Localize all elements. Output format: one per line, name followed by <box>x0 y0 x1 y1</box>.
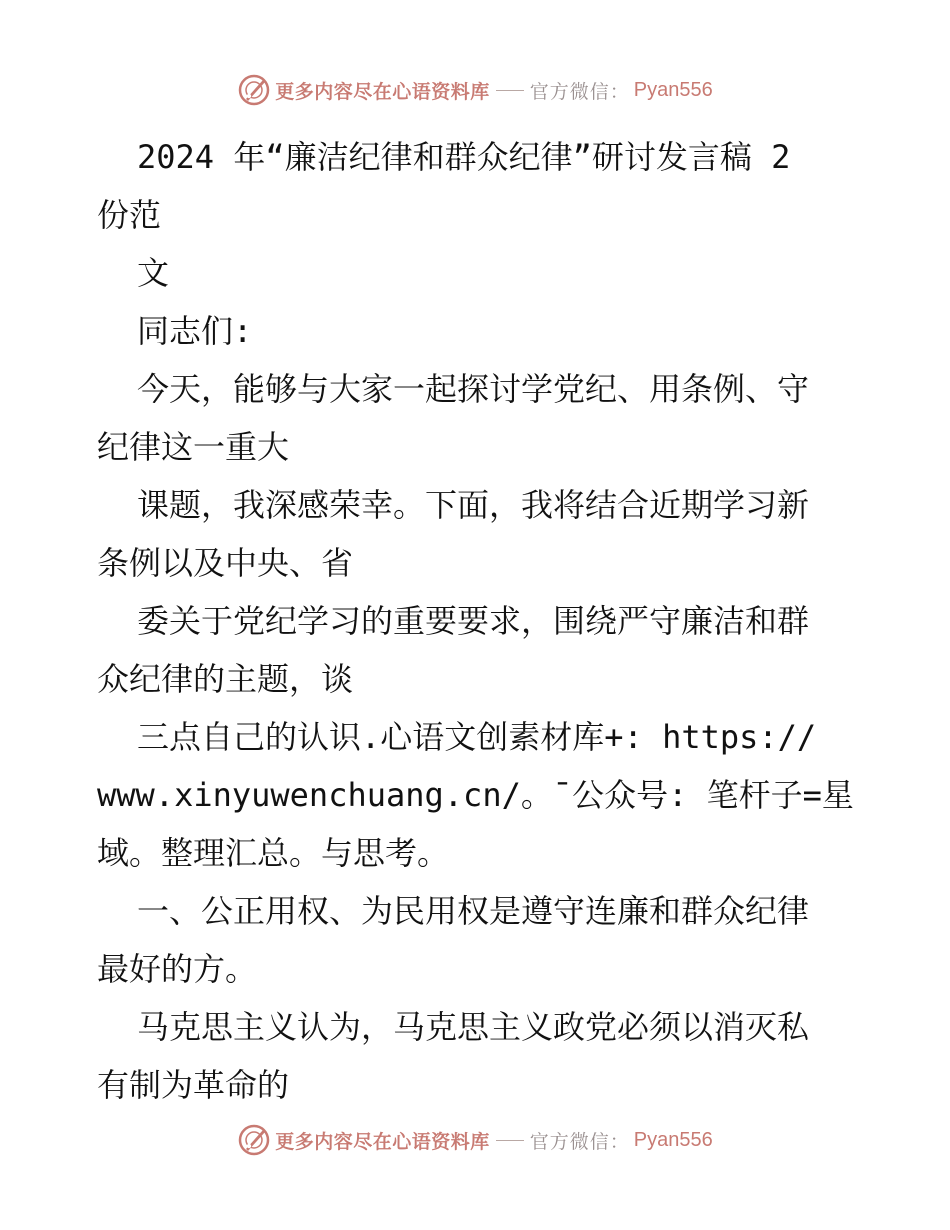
body-line: 份范 <box>97 196 162 234</box>
body-line: 最好的方。 <box>97 950 258 988</box>
body-line: 众纪律的主题，谈 <box>97 660 354 698</box>
footer-banner <box>0 1120 950 1160</box>
document-body <box>97 128 857 1114</box>
body-line: 有制为革命的 <box>97 1066 290 1104</box>
body-line: 纪律这一重大 <box>97 428 290 466</box>
body-line: 2024 年“廉洁纪律和群众纪律”研讨发言稿 2 <box>137 138 791 176</box>
banner-wechat-id: Pyan556 <box>633 1128 713 1151</box>
body-line: 条例以及中央、省 <box>97 544 354 582</box>
body-line: 一、公正用权、为民用权是遵守连廉和群众纪律 <box>137 892 810 930</box>
pen-logo-icon <box>237 1123 271 1157</box>
body-line: 马克思主义认为，马克思主义政党必须以消灭私 <box>137 1008 810 1046</box>
pen-logo-icon <box>237 73 271 107</box>
banner-divider <box>496 1140 524 1141</box>
banner-official-label: 官方微信： <box>529 1130 630 1153</box>
banner-official-label: 官方微信： <box>529 80 630 103</box>
body-line: 今天，能够与大家一起探讨学党纪、用条例、守 <box>137 370 810 408</box>
body-line: 三点自己的认识.心语文创素材库+: https:// <box>137 718 817 756</box>
header-banner <box>0 70 950 110</box>
body-line: www.xinyuwenchuang.cn/。¯公众号: 笔杆子=星 <box>97 776 854 814</box>
banner-slogan: 更多内容尽在心语资料库 <box>275 1130 490 1153</box>
banner-wechat-id: Pyan556 <box>633 78 713 101</box>
body-line: 委关于党纪学习的重要要求，围绕严守廉洁和群 <box>137 602 810 640</box>
body-line: 课题，我深感荣幸。下面，我将结合近期学习新 <box>137 486 810 524</box>
banner-slogan: 更多内容尽在心语资料库 <box>275 80 490 103</box>
body-line: 同志们: <box>137 312 253 350</box>
body-line: 文 <box>137 254 170 292</box>
banner-divider <box>496 90 524 91</box>
body-line: 域。整理汇总。与思考。 <box>97 834 450 872</box>
